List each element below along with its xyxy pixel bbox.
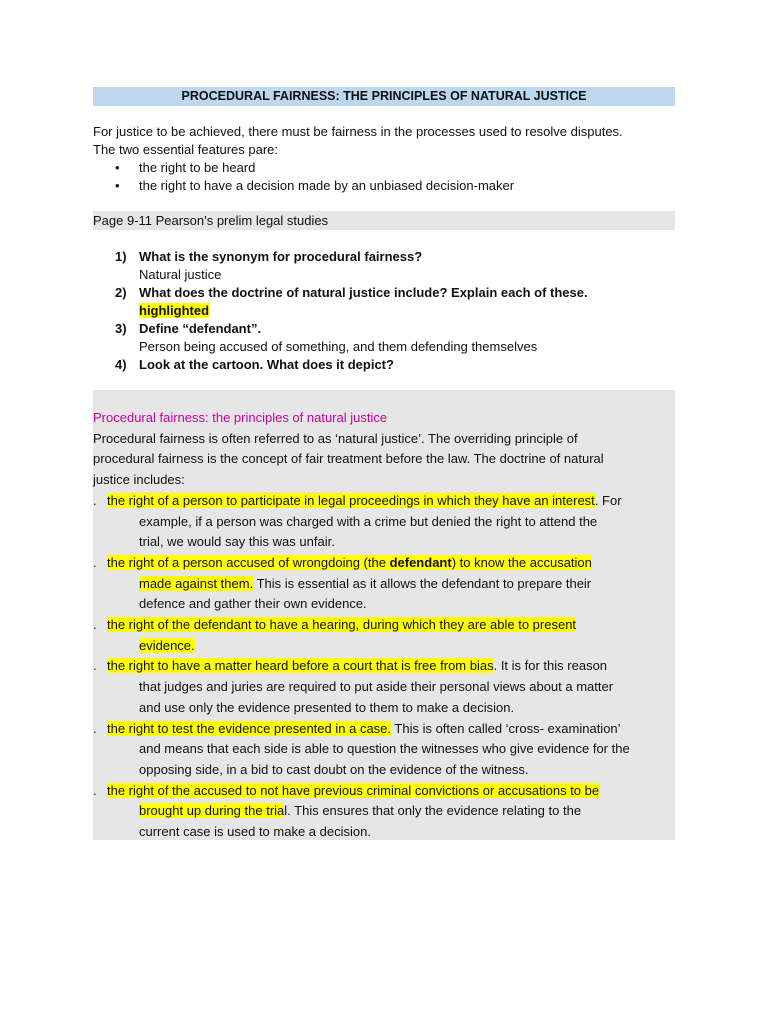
features-list xyxy=(93,159,693,195)
question-number: 2) xyxy=(115,285,127,300)
question-number: 4) xyxy=(115,357,127,372)
item-highlight: the right to have a matter heard before a court that is free from bias xyxy=(107,658,494,674)
paragraph-line: justice includes: xyxy=(93,472,185,488)
question-answer: Person being accused of something, and them defending themselves xyxy=(139,339,538,354)
feature-item: • the right to be heard xyxy=(93,159,693,177)
principle-item xyxy=(93,656,675,718)
document-title: PROCEDURAL FAIRNESS: THE PRINCIPLES OF NATURAL JUSTICE xyxy=(93,87,675,106)
item-text: This is often called ‘cross- examination’ xyxy=(391,720,621,736)
item-text: . For xyxy=(594,492,622,508)
question-text: What is the synonym for procedural fairness? xyxy=(139,249,423,264)
item-line xyxy=(93,574,675,595)
principle-item xyxy=(93,719,675,781)
item-highlight: brought up during the tria xyxy=(139,803,285,819)
question-text: What does the doctrine of natural justice include? Explain each of these. xyxy=(139,285,588,300)
highlighted-answer: highlighted xyxy=(139,303,210,318)
intro-line-1: For justice to be achieved, there must be fairness in the processes used to resolve disputes. xyxy=(93,124,623,139)
excerpt-paragraph xyxy=(93,429,675,491)
principle-item xyxy=(93,781,675,843)
principle-item xyxy=(93,615,675,656)
item-bullet: . xyxy=(93,658,97,674)
feature-item: • the right to have a decision made by an unbiased decision-maker xyxy=(93,177,693,195)
question-number: 3) xyxy=(115,321,127,336)
item-bullet: . xyxy=(93,492,97,508)
question-answer: Natural justice xyxy=(139,267,222,282)
item-line: example, if a person was charged with a crime but denied the right to attend the xyxy=(139,513,598,529)
item-text: . It is for this reason xyxy=(493,658,608,674)
paragraph-line: procedural fairness is the concept of fair treatment before the law. The doctrine of natural xyxy=(93,451,604,467)
item-line xyxy=(93,801,675,822)
item-bullet: . xyxy=(93,720,97,736)
questions-list xyxy=(115,248,675,374)
item-line: trial, we would say this was unfair. xyxy=(139,534,335,550)
item-text: This is essential as it allows the defendant to prepare their xyxy=(253,575,592,591)
item-bullet: . xyxy=(93,554,97,570)
item-highlight: ) to know the accusation xyxy=(451,554,592,570)
question-text: Define “defendant”. xyxy=(139,321,262,336)
question-2 xyxy=(115,284,675,320)
item-highlight-bold: defendant xyxy=(389,554,452,570)
principle-item xyxy=(93,553,675,615)
item-highlight: evidence. xyxy=(139,637,195,653)
intro-section xyxy=(93,123,693,195)
item-line: current case is used to make a decision. xyxy=(139,824,371,840)
item-bullet: . xyxy=(93,782,97,798)
intro-line-2: The two essential features pare: xyxy=(93,142,278,157)
item-line xyxy=(93,636,675,657)
item-highlight: the right of the defendant to have a hearing, during which they are able to present xyxy=(107,617,577,633)
question-answer xyxy=(139,302,675,320)
textbook-excerpt xyxy=(93,390,675,840)
item-line: and use only the evidence presented to them to make a decision. xyxy=(139,699,515,715)
question-1 xyxy=(115,248,675,284)
paragraph-line: Procedural fairness is often referred to as ‘natural justice’. The overriding principle of xyxy=(93,430,578,446)
item-line: that judges and juries are required to put aside their personal views about a matter xyxy=(139,679,614,695)
item-text: l. This ensures that only the evidence relating to the xyxy=(284,803,582,819)
principle-item xyxy=(93,491,675,553)
item-highlight: the right of a person accused of wrongdoing (the xyxy=(107,554,390,570)
item-bullet: . xyxy=(93,617,97,633)
question-number: 1) xyxy=(115,249,127,264)
question-text: Look at the cartoon. What does it depict? xyxy=(139,357,394,372)
item-line: opposing side, in a bid to cast doubt on the evidence of the witness. xyxy=(139,761,529,777)
question-4 xyxy=(115,356,675,374)
item-line: and means that each side is able to question the witnesses who give evidence for the xyxy=(139,741,630,757)
item-line: defence and gather their own evidence. xyxy=(139,596,367,612)
item-highlight: the right of the accused to not have previous criminal convictions or accusations to be xyxy=(107,782,600,798)
page-reference: Page 9-11 Pearson’s prelim legal studies xyxy=(93,211,675,230)
excerpt-heading: Procedural fairness: the principles of natural justice xyxy=(93,410,388,425)
item-highlight: the right of a person to participate in legal proceedings in which they have an interest xyxy=(107,492,595,508)
item-highlight: the right to test the evidence presented in a case. xyxy=(107,720,392,736)
item-highlight: made against them. xyxy=(139,575,254,591)
question-3 xyxy=(115,320,675,356)
